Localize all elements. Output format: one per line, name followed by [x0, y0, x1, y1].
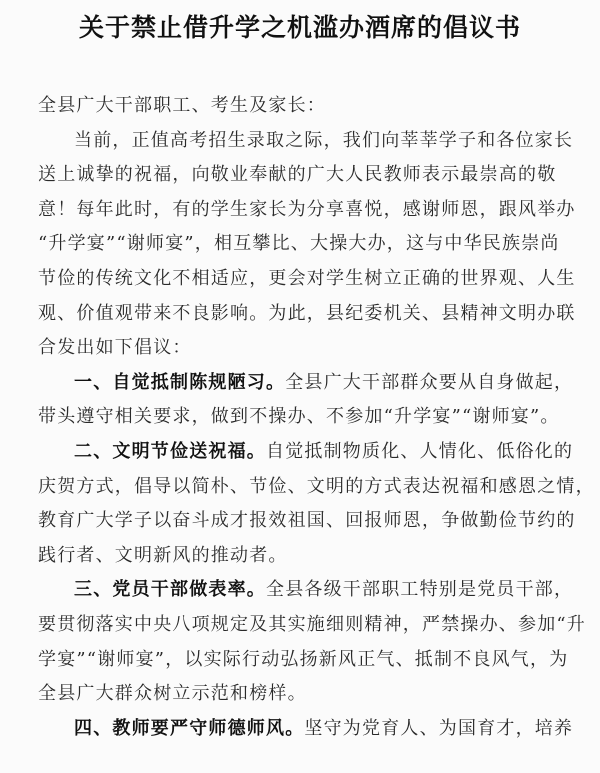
section-text: 全县各级干部职工特别是党员干部，: [266, 579, 574, 601]
paragraph-line: 教育广大学子以奋斗成才报效祖国、回报师恩，争做勤俭节约的: [38, 510, 576, 532]
paragraph-line: 学宴”“谢师宴”，以实际行动弘扬新风正气、抵制不良风气，为: [38, 648, 569, 670]
section-heading: 二、文明节俭送祝福。: [74, 440, 266, 462]
section-1-line: [38, 366, 584, 401]
paragraph-line: 节俭的传统文化不相适应，更会对学生树立正确的世界观、人生: [38, 267, 576, 289]
paragraph-line: 庆贺方式，倡导以简朴、节俭、文明的方式表达祝福和感恩之情，: [38, 475, 595, 497]
section-text: 全县广大干部群众要从自身做起，: [285, 371, 574, 393]
section-3-line: [38, 573, 584, 608]
document-body: [38, 89, 595, 746]
section-4-line: [38, 712, 584, 747]
paragraph-line: 全县广大群众树立示范和榜样。: [38, 683, 307, 705]
section-heading: 四、教师要严守师德师风。: [74, 717, 305, 739]
section-heading: 三、党员干部做表率。: [74, 579, 266, 601]
document-title: 关于禁止借升学之机滥办酒席的倡议书: [78, 13, 521, 42]
section-text: 自觉抵制物质化、人情化、低俗化的: [266, 440, 574, 462]
paragraph-line: 观、价值观带来不良影响。为此，县纪委机关、县精神文明办联: [38, 302, 576, 324]
paragraph-line: 当前，正值高考招生录取之际，我们向莘莘学子和各位家长: [74, 129, 574, 151]
section-text: 坚守为党育人、为国育才，培养: [304, 717, 574, 739]
paragraph-line: 意！每年此时，有的学生家长为分享喜悦，感谢师恩，跟风举办: [38, 198, 576, 220]
paragraph-line: “升学宴”“谢师宴”，相互攀比、大操大办，这与中华民族崇尚: [38, 233, 560, 255]
paragraph-line: 合发出如下倡议：: [38, 337, 192, 359]
section-heading: 一、自觉抵制陈规陋习。: [74, 371, 286, 393]
paragraph-line: 要贯彻落实中央八项规定及其实施细则精神，严禁操办、参加“升: [38, 613, 586, 635]
section-2-line: [38, 435, 584, 470]
paragraph-line: 践行者、文明新风的推动者。: [38, 544, 288, 566]
paragraph-line: 带头遵守相关要求，做到不操办、不参加“升学宴”“谢师宴”。: [38, 406, 560, 428]
paragraph-line: 送上诚挚的祝福，向敬业奉献的广大人民教师表示最崇高的敬: [38, 164, 557, 186]
salutation: 全县广大干部职工、考生及家长：: [38, 95, 326, 116]
